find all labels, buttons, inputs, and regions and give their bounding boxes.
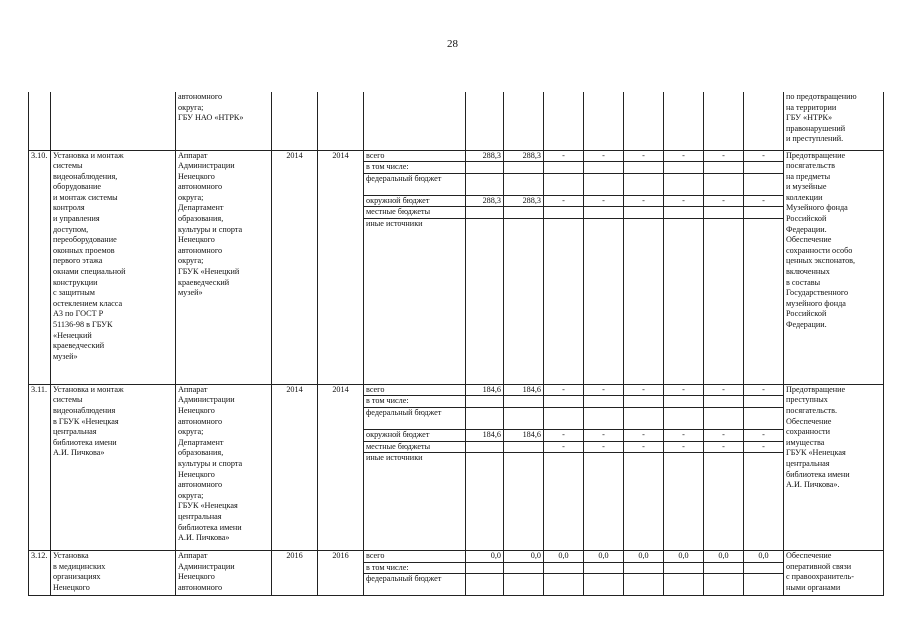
amount-cell: - bbox=[744, 195, 784, 207]
amount-cell: - bbox=[664, 195, 704, 207]
amount-cell bbox=[584, 574, 624, 596]
amount-cell bbox=[504, 162, 544, 174]
source-cell: иные источники bbox=[364, 218, 466, 384]
source-cell: федеральный бюджет bbox=[364, 574, 466, 596]
amount-cell bbox=[584, 162, 624, 174]
end-year-cell: 2014 bbox=[318, 384, 364, 550]
amount-cell bbox=[624, 562, 664, 574]
amount-cell bbox=[624, 453, 664, 551]
amount-cell: - bbox=[744, 430, 784, 442]
amount-cell bbox=[744, 562, 784, 574]
amount-cell: - bbox=[544, 441, 584, 453]
amount-cell bbox=[664, 396, 704, 408]
amount-cell: 288,3 bbox=[504, 150, 544, 162]
source-cell: всего bbox=[364, 384, 466, 396]
executor-cell: Аппарат Администрации Ненецкого автономного bbox=[176, 551, 272, 596]
amount-cell: 288,3 bbox=[466, 195, 504, 207]
amount-cell bbox=[584, 207, 624, 219]
amount-cell bbox=[624, 574, 664, 596]
amount-cell bbox=[624, 162, 664, 174]
amount-cell bbox=[504, 562, 544, 574]
amount-cell bbox=[624, 408, 664, 430]
amount-cell bbox=[584, 92, 624, 150]
amount-cell bbox=[544, 453, 584, 551]
amount-cell bbox=[466, 218, 504, 384]
amount-cell bbox=[744, 218, 784, 384]
source-cell: местные бюджеты bbox=[364, 207, 466, 219]
amount-cell bbox=[504, 173, 544, 195]
amount-cell: - bbox=[624, 441, 664, 453]
amount-cell bbox=[584, 218, 624, 384]
result-cell: по предотвращению на территории ГБУ «НТРК» правонарушений и преступлений. bbox=[784, 92, 884, 150]
amount-cell: 288,3 bbox=[504, 195, 544, 207]
amount-cell: - bbox=[664, 441, 704, 453]
amount-cell bbox=[744, 162, 784, 174]
amount-cell: - bbox=[584, 150, 624, 162]
end-year-cell bbox=[318, 92, 364, 150]
amount-cell bbox=[544, 408, 584, 430]
amount-cell bbox=[664, 218, 704, 384]
num-cell: 3.11. bbox=[29, 384, 51, 550]
amount-cell bbox=[744, 574, 784, 596]
amount-cell bbox=[664, 408, 704, 430]
amount-cell: 0,0 bbox=[584, 551, 624, 563]
source-cell: федеральный бюджет bbox=[364, 173, 466, 195]
executor-cell: Аппарат Администрации Ненецкого автономного округа; Департамент образования, культуры и спорта Ненецкого автономного округа; ГБУК «Ненецкая центральная библиотека имени А.И. Пичкова» bbox=[176, 384, 272, 550]
amount-cell bbox=[704, 162, 744, 174]
end-year-cell: 2014 bbox=[318, 150, 364, 384]
executor-cell: Аппарат Администрации Ненецкого автономного округа; Департамент образования, культуры и спорта Ненецкого автономного округа; ГБУК «Ненецкий краеведческий музей» bbox=[176, 150, 272, 384]
name-cell: Установка и монтаж системы видеонаблюдения в ГБУК «Ненецкая центральная библиотека имени А.И. Пичкова» bbox=[51, 384, 176, 550]
amount-cell: - bbox=[624, 384, 664, 396]
amount-cell: - bbox=[744, 384, 784, 396]
amount-cell bbox=[704, 453, 744, 551]
amount-cell bbox=[744, 408, 784, 430]
amount-cell bbox=[704, 574, 744, 596]
amount-cell bbox=[544, 207, 584, 219]
amount-cell bbox=[664, 162, 704, 174]
amount-cell bbox=[466, 162, 504, 174]
result-cell: Предотвращение посягательств на предметы и музейные коллекции Музейного фонда Российской Федерации. Обеспечение сохранности особо ценных экспонатов, включенных в составы Государственного музейного фонда Российской Федерации. bbox=[784, 150, 884, 384]
amount-cell bbox=[544, 92, 584, 150]
source-cell: всего bbox=[364, 150, 466, 162]
source-cell: в том числе: bbox=[364, 396, 466, 408]
source-cell: в том числе: bbox=[364, 562, 466, 574]
amount-cell bbox=[544, 396, 584, 408]
amount-cell bbox=[466, 396, 504, 408]
source-cell: окружной бюджет bbox=[364, 430, 466, 442]
amount-cell bbox=[664, 173, 704, 195]
amount-cell bbox=[664, 562, 704, 574]
amount-cell: 0,0 bbox=[466, 551, 504, 563]
amount-cell bbox=[704, 408, 744, 430]
name-cell: Установка в медицинских организациях Ненецкого bbox=[51, 551, 176, 596]
result-cell: Предотвращение преступных посягательств. Обеспечение сохранности имущества ГБУК «Ненецкая центральная библиотека имени А.И. Пичкова». bbox=[784, 384, 884, 550]
amount-cell: 0,0 bbox=[624, 551, 664, 563]
amount-cell bbox=[584, 453, 624, 551]
num-cell bbox=[29, 92, 51, 150]
amount-cell bbox=[624, 173, 664, 195]
amount-cell bbox=[466, 441, 504, 453]
amount-cell: - bbox=[744, 150, 784, 162]
amount-cell: - bbox=[704, 384, 744, 396]
amount-cell bbox=[744, 92, 784, 150]
end-year-cell: 2016 bbox=[318, 551, 364, 596]
amount-cell bbox=[544, 562, 584, 574]
amount-cell bbox=[664, 453, 704, 551]
amount-cell bbox=[504, 408, 544, 430]
num-cell: 3.10. bbox=[29, 150, 51, 384]
amount-cell: - bbox=[704, 195, 744, 207]
amount-cell: 0,0 bbox=[504, 551, 544, 563]
source-cell: иные источники bbox=[364, 453, 466, 551]
amount-cell bbox=[544, 173, 584, 195]
page-number: 28 bbox=[447, 38, 458, 50]
amount-cell bbox=[584, 173, 624, 195]
amount-cell bbox=[624, 92, 664, 150]
amount-cell bbox=[664, 207, 704, 219]
amount-cell bbox=[466, 408, 504, 430]
source-cell: местные бюджеты bbox=[364, 441, 466, 453]
amount-cell bbox=[504, 92, 544, 150]
amount-cell bbox=[624, 396, 664, 408]
amount-cell bbox=[504, 218, 544, 384]
amount-cell: 0,0 bbox=[544, 551, 584, 563]
amount-cell bbox=[466, 453, 504, 551]
amount-cell bbox=[544, 574, 584, 596]
amount-cell: - bbox=[544, 195, 584, 207]
amount-cell: - bbox=[584, 441, 624, 453]
result-cell: Обеспечение оперативной связи с правоохранитель- ными органами bbox=[784, 551, 884, 596]
table-row bbox=[29, 92, 884, 150]
executor-cell: автономного округа; ГБУ НАО «НТРК» bbox=[176, 92, 272, 150]
amount-cell: 0,0 bbox=[664, 551, 704, 563]
amount-cell bbox=[704, 562, 744, 574]
amount-cell: 184,6 bbox=[504, 384, 544, 396]
amount-cell bbox=[504, 207, 544, 219]
source-cell: федеральный бюджет bbox=[364, 408, 466, 430]
amount-cell bbox=[664, 92, 704, 150]
name-cell: Установка и монтаж системы видеонаблюдения, оборудование и монтаж системы контроля и управления доступом, переоборудование оконных проемов первого этажа окнами специальной конструкции с защитным остеклением класса А3 по ГОСТ Р 51136-98 в ГБУК «Ненецкий краеведческий музей» bbox=[51, 150, 176, 384]
amount-cell: 184,6 bbox=[466, 384, 504, 396]
amount-cell bbox=[466, 207, 504, 219]
amount-cell bbox=[466, 173, 504, 195]
source-cell: окружной бюджет bbox=[364, 195, 466, 207]
amount-cell bbox=[504, 453, 544, 551]
amount-cell bbox=[664, 574, 704, 596]
amount-cell: - bbox=[624, 430, 664, 442]
amount-cell bbox=[744, 207, 784, 219]
amount-cell: - bbox=[704, 441, 744, 453]
start-year-cell bbox=[272, 92, 318, 150]
amount-cell: - bbox=[664, 430, 704, 442]
amount-cell bbox=[544, 162, 584, 174]
amount-cell: - bbox=[584, 430, 624, 442]
amount-cell bbox=[466, 92, 504, 150]
num-cell: 3.12. bbox=[29, 551, 51, 596]
amount-cell: 184,6 bbox=[466, 430, 504, 442]
start-year-cell: 2016 bbox=[272, 551, 318, 596]
amount-cell bbox=[624, 218, 664, 384]
amount-cell bbox=[704, 396, 744, 408]
amount-cell: - bbox=[744, 441, 784, 453]
amount-cell: 0,0 bbox=[704, 551, 744, 563]
table-row bbox=[29, 551, 884, 563]
amount-cell bbox=[584, 396, 624, 408]
amount-cell: - bbox=[624, 195, 664, 207]
amount-cell: - bbox=[704, 430, 744, 442]
amount-cell bbox=[466, 574, 504, 596]
amount-cell: - bbox=[704, 150, 744, 162]
amount-cell bbox=[584, 408, 624, 430]
amount-cell: - bbox=[544, 150, 584, 162]
source-cell: всего bbox=[364, 551, 466, 563]
start-year-cell: 2014 bbox=[272, 384, 318, 550]
amount-cell bbox=[744, 396, 784, 408]
amount-cell bbox=[704, 207, 744, 219]
amount-cell: - bbox=[584, 384, 624, 396]
amount-cell: 288,3 bbox=[466, 150, 504, 162]
amount-cell bbox=[504, 574, 544, 596]
name-cell bbox=[51, 92, 176, 150]
amount-cell: - bbox=[584, 195, 624, 207]
amount-cell: - bbox=[544, 384, 584, 396]
amount-cell bbox=[744, 173, 784, 195]
table-row bbox=[29, 150, 884, 162]
amount-cell bbox=[624, 207, 664, 219]
amount-cell: - bbox=[544, 430, 584, 442]
amount-cell bbox=[744, 453, 784, 551]
source-cell bbox=[364, 92, 466, 150]
amount-cell bbox=[504, 396, 544, 408]
amount-cell bbox=[584, 562, 624, 574]
amount-cell: - bbox=[664, 384, 704, 396]
amount-cell: 0,0 bbox=[744, 551, 784, 563]
amount-cell bbox=[544, 218, 584, 384]
start-year-cell: 2014 bbox=[272, 150, 318, 384]
amount-cell bbox=[704, 92, 744, 150]
amount-cell: 184,6 bbox=[504, 430, 544, 442]
amount-cell bbox=[704, 218, 744, 384]
measures-table bbox=[28, 92, 884, 596]
amount-cell: - bbox=[664, 150, 704, 162]
table-row bbox=[29, 384, 884, 396]
source-cell: в том числе: bbox=[364, 162, 466, 174]
amount-cell: - bbox=[624, 150, 664, 162]
amount-cell bbox=[704, 173, 744, 195]
amount-cell bbox=[466, 562, 504, 574]
amount-cell bbox=[504, 441, 544, 453]
